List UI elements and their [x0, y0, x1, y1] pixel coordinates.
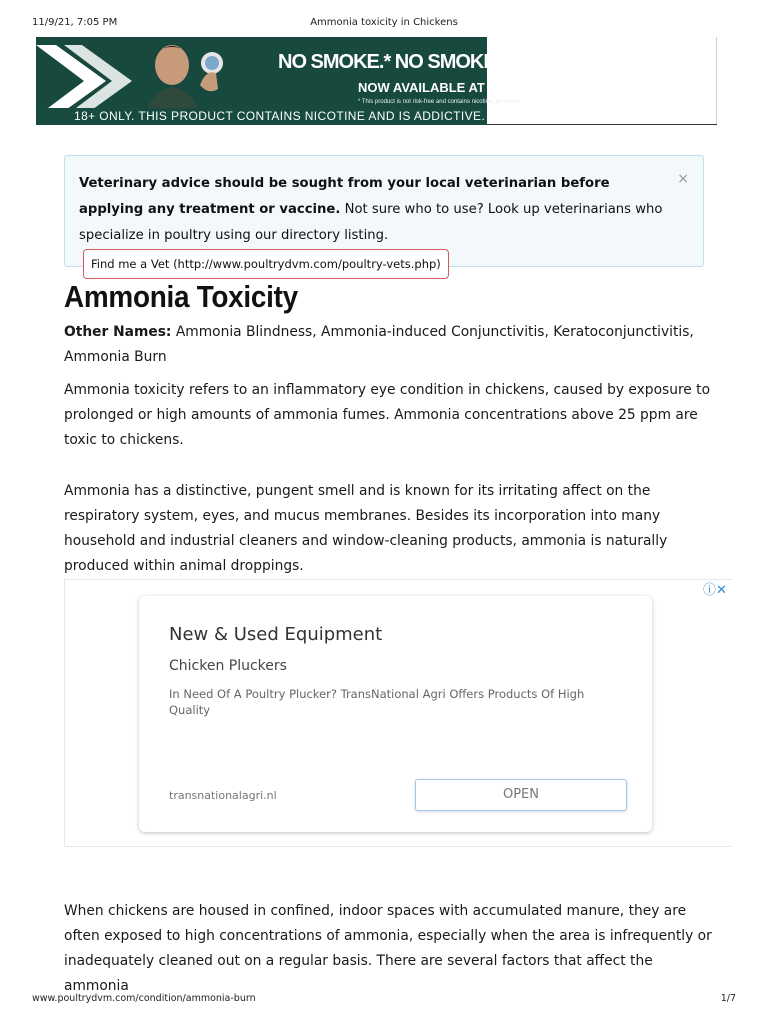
alert-bold-text: Veterinary advice should be sought from your local veterinarian before applying any treatment or vaccine. [79, 176, 610, 217]
banner-frame-edge [716, 37, 717, 125]
page-number: 1/7 [720, 993, 736, 1004]
display-ad-card[interactable] [139, 596, 652, 832]
paragraph-2: Ammonia has a distinctive, pungent smell and is known for its irritating affect on the respiratory system, eyes, and mucus membranes. Besides its incorporation into many household and industrial cleaners and window-cleaning products, ammonia is naturally produced within animal droppings. [64, 483, 668, 574]
banner-ad[interactable] [36, 37, 541, 125]
print-footer [32, 993, 736, 1007]
other-names [64, 320, 714, 370]
banner-warning: 18+ ONLY. THIS PRODUCT CONTAINS NICOTINE AND IS ADDICTIVE. [36, 108, 487, 125]
paragraph-3: When chickens are housed in confined, indoor spaces with accumulated manure, they are often exposed to high concentrations of ammonia, especially when the area is infrequently or inadequately cleaned out on a regular basis. There are several factors that affect the ammonia [64, 903, 712, 994]
ad-description: In Need Of A Poultry Plucker? TransNational Agri Offers Products Of High Quality [169, 687, 585, 717]
print-header [32, 17, 736, 31]
paragraph-1: Ammonia toxicity refers to an inflammatory eye condition in chickens, caused by exposure to prolonged or high amounts of ammonia fumes. Ammonia concentrations above 25 ppm are toxic to chickens. [64, 382, 711, 448]
print-page-title: Ammonia toxicity in Chickens [310, 17, 458, 28]
banner-divider [487, 124, 717, 125]
close-icon[interactable]: × [677, 171, 689, 187]
print-url: www.poultrydvm.com/condition/ammonia-burn [32, 993, 256, 1004]
banner-headline: NO SMOKE.* NO SMOKE SME [278, 51, 541, 73]
other-names-label: Other Names: [64, 324, 172, 340]
ad-headline[interactable]: New & Used Equipment [169, 624, 383, 645]
adchoices-icon[interactable]: ⓘ✕ [703, 583, 727, 598]
ad-domain: transnationalagri.nl [169, 789, 277, 802]
banner-disclaimer: * This product is not risk-free and contains nicotine, an addict [358, 99, 520, 105]
banner-subhead: NOW AVAILABLE AT VELO [358, 80, 524, 95]
alert-text: Not sure who to use? Look up veterinarians who specialize in poultry using our directory listing. [79, 202, 663, 243]
page-title: Ammonia Toxicity [64, 279, 298, 314]
print-datetime: 11/9/21, 7:05 PM [32, 17, 118, 28]
ad-subhead: Chicken Pluckers [169, 658, 287, 674]
vet-advice-alert [64, 155, 704, 271]
find-vet-button[interactable]: Find me a Vet (http://www.poultrydvm.com/poultry-vets.php) [83, 249, 449, 279]
other-names-value: Ammonia Blindness, Ammonia-induced Conjunctivitis, Keratoconjunctivitis, Ammonia Burn [64, 324, 694, 365]
ad-open-button[interactable]: OPEN [415, 779, 627, 811]
